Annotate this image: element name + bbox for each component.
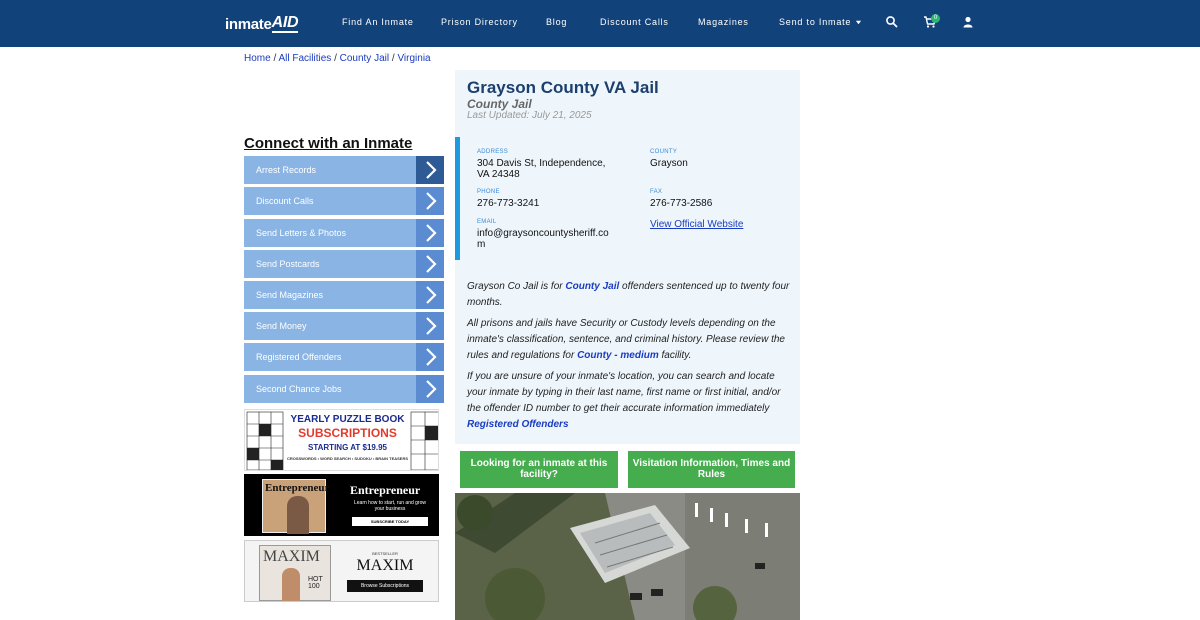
description-text: Grayson Co Jail is for <box>467 281 566 292</box>
breadcrumb-all-facilities[interactable]: All Facilities <box>278 53 332 64</box>
puzzle-ad-line1: YEARLY PUZZLE BOOK <box>290 414 405 425</box>
registered-offenders-link[interactable]: Registered Offenders <box>467 419 569 430</box>
sidebar-item-label: Arrest Records <box>256 165 317 175</box>
chevron-right-icon <box>416 375 444 403</box>
sidebar-item-label: Send Magazines <box>256 290 324 300</box>
county-medium-link[interactable]: County - medium <box>577 350 659 361</box>
sidebar-item-send-money[interactable] <box>244 312 444 340</box>
nav-send-to-inmate[interactable] <box>779 17 862 27</box>
breadcrumb-separator: / <box>391 53 395 64</box>
breadcrumb-separator: / <box>334 53 337 64</box>
sidebar-item-arrest-records[interactable] <box>244 156 444 184</box>
chevron-right-icon <box>416 156 444 184</box>
description-paragraph-1 <box>467 279 793 311</box>
county-jail-link[interactable]: County Jail <box>565 281 620 292</box>
chevron-right-icon <box>416 250 444 278</box>
sidebar-item-label: Send Postcards <box>256 259 320 269</box>
entrepreneur-cover-image <box>262 479 330 533</box>
search-icon[interactable] <box>885 15 899 29</box>
phone-label: PHONE <box>477 189 500 195</box>
cart-count-badge: 0 <box>931 14 940 23</box>
page-title: Grayson County VA Jail <box>467 78 659 97</box>
looking-for-inmate-button[interactable]: Looking for an inmate at this facility? <box>460 451 618 488</box>
connect-with-inmate-heading: Connect with an Inmate <box>244 135 413 152</box>
sidebar-item-send-letters-photos[interactable] <box>244 219 444 247</box>
chevron-right-icon <box>416 219 444 247</box>
facility-info-box <box>455 137 800 260</box>
nav-discount-calls[interactable]: Discount Calls <box>600 17 669 27</box>
maxim-cover-brand: MAXIM <box>263 548 320 565</box>
nav-blog[interactable]: Blog <box>546 17 568 27</box>
puzzle-ad-line2: SUBSCRIPTIONS <box>298 426 397 440</box>
logo-text-inmate: inmate <box>225 15 272 33</box>
description-paragraph-3 <box>467 369 793 433</box>
email-label: EMAIL <box>477 219 497 225</box>
cover-person-image <box>282 568 300 602</box>
description-text: If you are unsure of your inmate's location, you can search and locate your inmate by typing in their last name, first name or first initial, and/or the offender ID number to get their accurate information immediately <box>467 371 781 414</box>
breadcrumb <box>244 53 431 64</box>
phone-value: 276-773-3241 <box>477 198 540 209</box>
chevron-right-icon <box>416 281 444 309</box>
address-line1: 304 Davis St, Independence, <box>477 158 606 169</box>
facility-satellite-image <box>455 493 800 620</box>
official-website-link[interactable]: View Official Website <box>650 219 744 230</box>
logo-text-aid: AID <box>271 14 299 31</box>
entrepreneur-ad[interactable] <box>244 474 439 536</box>
fax-label: FAX <box>650 189 663 195</box>
puzzle-book-ad[interactable] <box>244 409 439 471</box>
entrepreneur-brand: Entrepreneur <box>350 483 421 497</box>
maxim-badge: BESTSELLER <box>372 551 398 556</box>
maxim-cover-image <box>259 545 331 601</box>
caret-down-icon <box>855 19 862 26</box>
sidebar-item-registered-offenders[interactable] <box>244 343 444 371</box>
sidebar-item-label: Discount Calls <box>256 196 314 206</box>
address-line2: VA 24348 <box>477 169 520 180</box>
nav-magazines[interactable]: Magazines <box>698 17 749 27</box>
description-text: facility. <box>658 350 692 361</box>
description-text: offenders sentenced up to twenty four months. <box>467 281 790 308</box>
nav-prison-directory[interactable]: Prison Directory <box>441 17 518 27</box>
user-icon[interactable] <box>961 15 975 29</box>
logo[interactable] <box>225 14 298 34</box>
county-label: COUNTY <box>650 149 678 155</box>
county-value: Grayson <box>650 158 688 169</box>
sidebar-item-send-magazines[interactable] <box>244 281 444 309</box>
chevron-right-icon <box>416 312 444 340</box>
breadcrumb-home[interactable]: Home <box>244 53 271 64</box>
cover-person-image <box>287 496 309 534</box>
breadcrumb-county-jail[interactable]: County Jail <box>339 53 390 64</box>
description-text: All prisons and jails have Security or Custody levels depending on the inmate's classification, sentence, and criminal history. Please review the rules and regulations for <box>467 318 785 361</box>
sidebar-item-label: Second Chance Jobs <box>256 384 342 394</box>
entrepreneur-tagline: Learn how to start, run and grow your business <box>354 500 426 512</box>
sidebar-item-discount-calls[interactable] <box>244 187 444 215</box>
maxim-ad[interactable] <box>244 540 439 602</box>
entrepreneur-subscribe-button: SUBSCRIBE TODAY <box>352 517 428 526</box>
fax-value: 276-773-2586 <box>650 198 713 209</box>
sidebar-item-label: Send Money <box>256 321 307 331</box>
sidebar-item-label: Send Letters & Photos <box>256 228 347 238</box>
sidebar-item-send-postcards[interactable] <box>244 250 444 278</box>
top-navigation-bar <box>0 0 1200 47</box>
breadcrumb-virginia[interactable]: Virginia <box>397 53 431 64</box>
last-updated: Last Updated: July 21, 2025 <box>467 110 592 121</box>
address-label: ADDRESS <box>477 149 509 155</box>
nav-find-an-inmate[interactable]: Find An Inmate <box>342 17 414 27</box>
visitation-info-button[interactable]: Visitation Information, Times and Rules <box>628 451 795 488</box>
chevron-right-icon <box>416 187 444 215</box>
puzzle-ad-line4: CROSSWORDS • WORD SEARCH • SUDOKU • BRAIN TEASERS <box>286 456 409 461</box>
maxim-browse-button: Browse Subscriptions <box>347 580 423 592</box>
sidebar-item-label: Registered Offenders <box>256 352 342 362</box>
maxim-brand: MAXIM <box>356 557 414 574</box>
nav-send-to-inmate-label: Send to Inmate <box>779 17 852 27</box>
email-line2: m <box>477 239 486 250</box>
breadcrumb-separator: / <box>273 53 277 64</box>
maxim-cover-text: HOT 100 <box>308 576 323 590</box>
chevron-right-icon <box>416 343 444 371</box>
entrepreneur-cover-brand: Entrepreneur <box>265 482 330 494</box>
facility-type: County Jail <box>467 97 532 111</box>
puzzle-ad-line3: STARTING AT $19.95 <box>308 443 387 452</box>
email-line1: info@graysoncountysheriff.co <box>477 228 609 239</box>
description-paragraph-2 <box>467 316 793 364</box>
sidebar-item-second-chance-jobs[interactable] <box>244 375 444 403</box>
